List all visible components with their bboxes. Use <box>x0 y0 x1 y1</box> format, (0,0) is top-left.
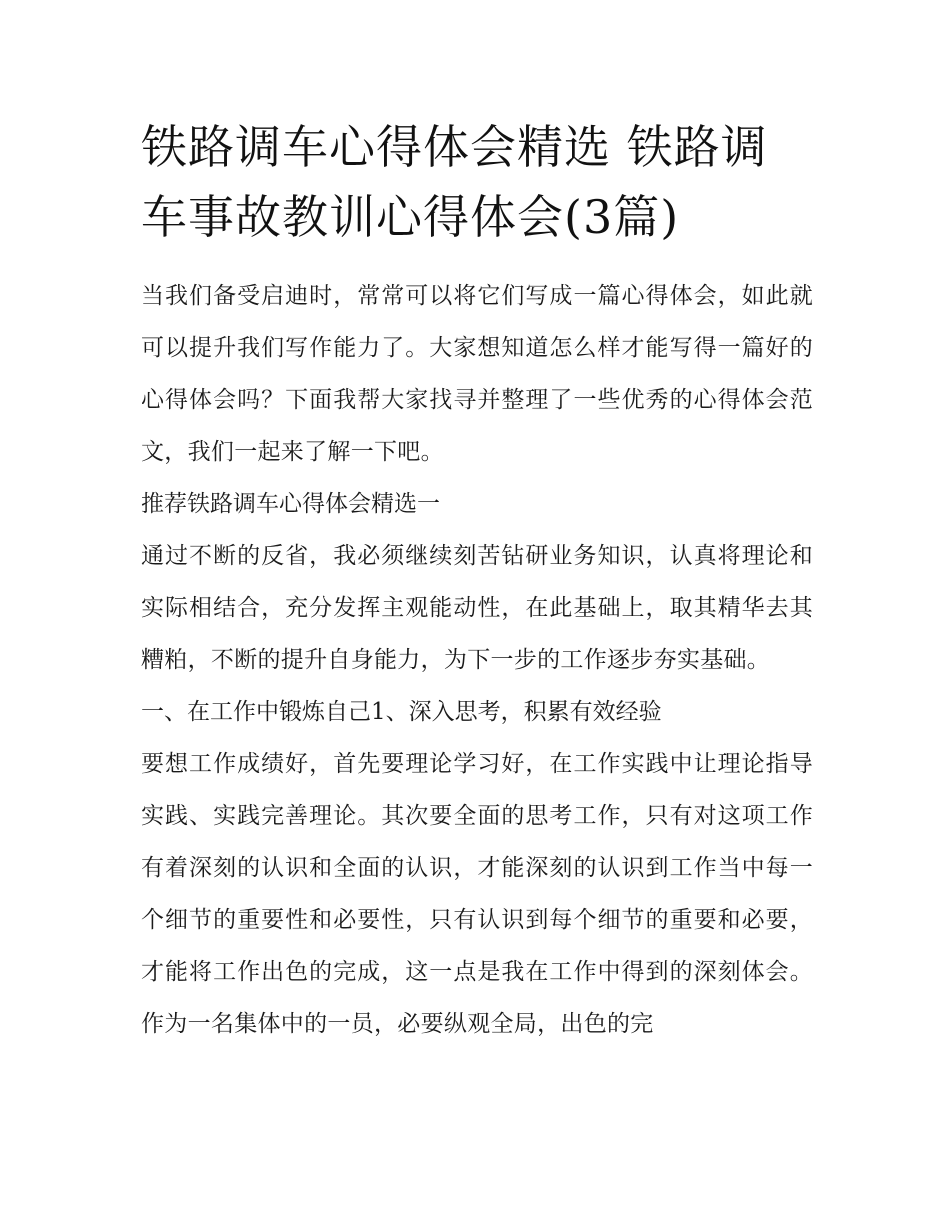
body-paragraph-1: 通过不断的反省，我必须继续刻苦钻研业务知识，认真将理论和实际相结合，充分发挥主观能动性，在此基础上，取其精华去其糟粕，不断的提升自身能力，为下一步的工作逐步夯实基础。 <box>141 543 813 673</box>
section-heading: 推荐铁路调车心得体会精选一 <box>141 491 440 517</box>
body-paragraph-2: 要想工作成绩好，首先要理论学习好，在工作实践中让理论指导实践、实践完善理论。其次要全面的思考工作，只有对这项工作有着深刻的认识和全面的认识，才能深刻的认识到工作当中每一个细节的重要性和必要性，只有认识到每个细节的重要和必要，才能将工作出色的完成，这一点是我在工作中得到的深刻体会。作为一名集体中的一员，必要纵观全局，出色的完 <box>141 751 813 1037</box>
intro-paragraph: 当我们备受启迪时，常常可以将它们写成一篇心得体会，如此就可以提升我们写作能力了。大家想知道怎么样才能写得一篇好的心得体会吗？下面我帮大家找寻并整理了一些优秀的心得体会范文，我们一起来了解一下吧。 <box>141 283 813 465</box>
subheading: 一、在工作中锻炼自己1、深入思考，积累有效经验 <box>141 699 662 725</box>
document-page <box>141 112 813 1050</box>
document-title: 铁路调车心得体会精选 铁路调车事故教训心得体会(3篇) <box>141 120 768 244</box>
